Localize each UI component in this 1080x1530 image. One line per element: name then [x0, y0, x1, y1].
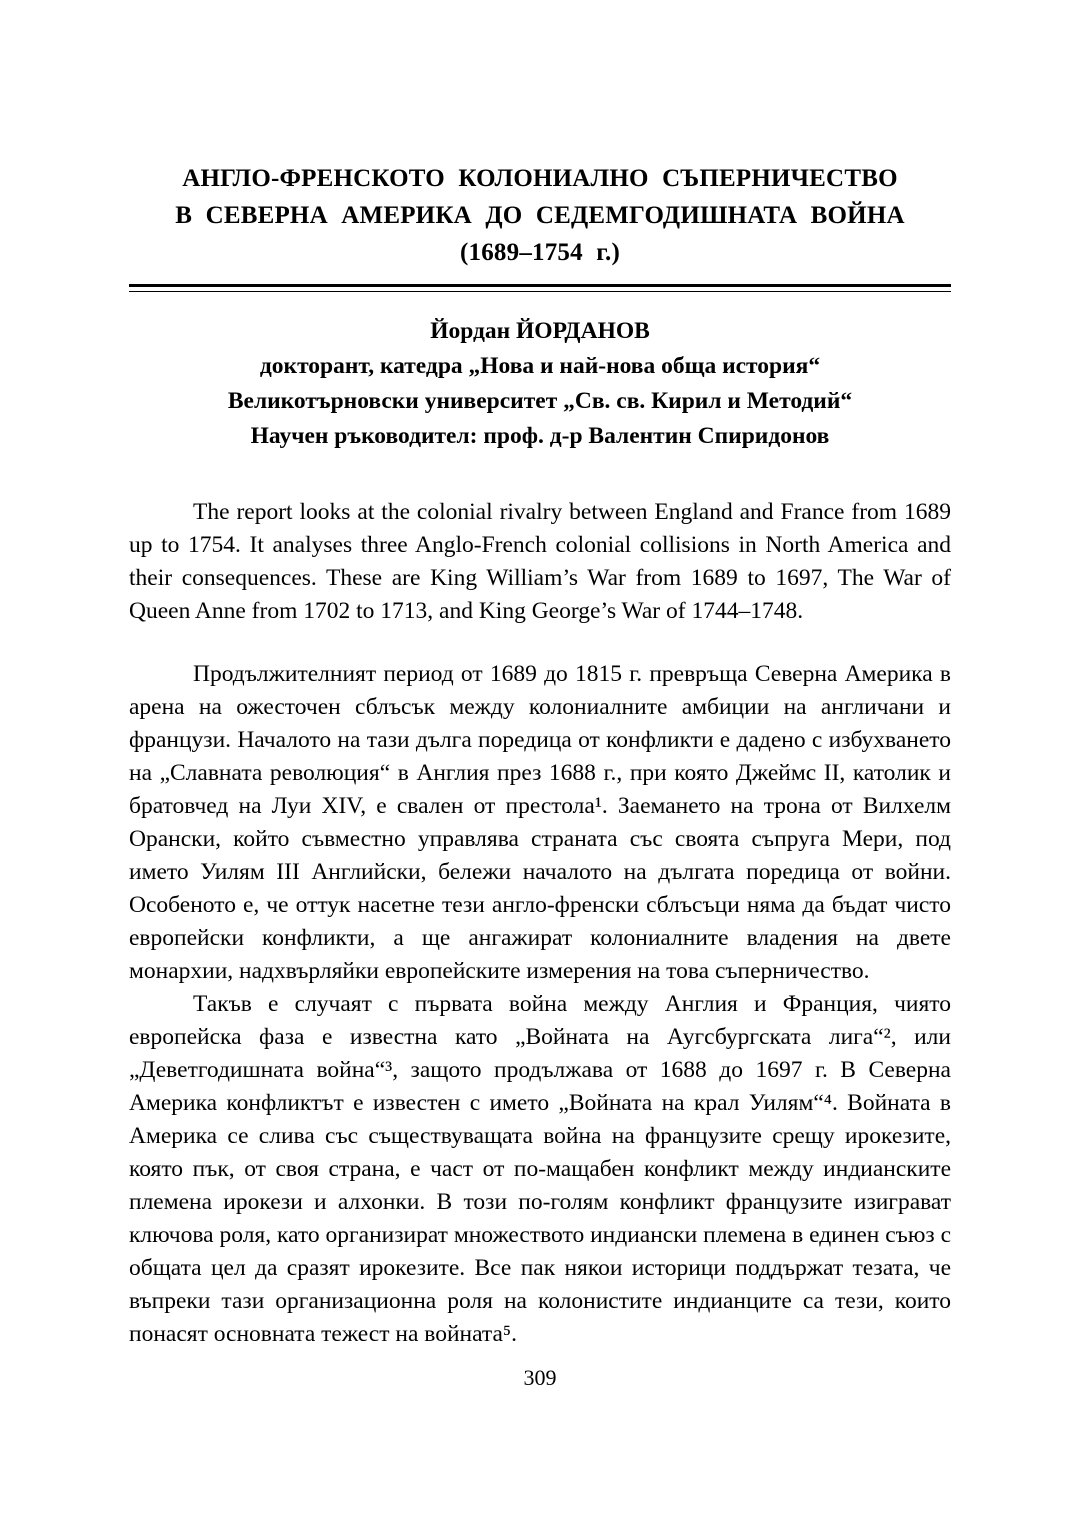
body-text — [129, 658, 951, 1351]
author-advisor: Научен ръководител: проф. д-р Валентин Спиридонов — [250, 423, 830, 449]
author-name: Йордан ЙОРДАНОВ — [430, 318, 650, 344]
title-line-3: (1689–1754 г.) — [460, 239, 620, 266]
title-line-2: В СЕВЕРНА АМЕРИКА ДО СЕДЕМГОДИШНАТА ВОЙНА — [175, 202, 905, 229]
author-block — [129, 314, 951, 454]
english-abstract: The report looks at the colonial rivalry between England and France from 1689 up to 1754. It analyses three Anglo-French colonial collisions in North America and their consequences. These are King William’s War from 1689 to 1697, The War of Queen Anne from 1702 to 1713, and King George’s War of 1744–1748. — [129, 499, 951, 624]
paragraph-1: Продължителният период от 1689 до 1815 г. превръща Северна Америка в арена на ожесточен сблъсък между колониалните амбиции на англичани и французи. Началото на тази дълга поредица от конфликти е дадено с избухването на „Славната революция“ в Англия през 1688 г., при която Джеймс II, католик и братовчед на Луи XIV, е свален от престола¹. Заемането на трона от Вилхелм Орански, който съвместно управлява страната със своята съпруга Мери, под името Уилям III Английски, бележи началото на дългата поредица от войни. Особеното е, че оттук насетне тези англо-френски сблъсъци няма да бъдат чисто европейски конфликти, а ще ангажират колониалните владения на двете монархии, надхвърляйки европейските измерения на това съперничество. — [129, 661, 951, 984]
title-line-1: АНГЛО-ФРЕНСКОТО КОЛОНИАЛНО СЪПЕРНИЧЕСТВО — [182, 165, 898, 192]
page-number: 309 — [523, 1365, 557, 1390]
paper-title — [129, 160, 951, 271]
paragraph-2: Такъв е случаят с първата война между Англия и Франция, чиято европейска фаза е известна като „Войната на Аугсбургската лига“², или „Деветгодишната война“³, защото продължава от 1688 до 1697 г. В Северна Америка конфликтът е известен с името „Войната на крал Уилям“⁴. Войната в Америка се слива със съществуващата война на французите срещу ирокезите, която пък, от своя страна, е част от по-мащабен конфликт между индианските племена ирокези и алхонки. В този по-голям конфликт французите изиграват ключова роля, като организират множеството индиански племена в единен съюз с общата цел да сразят ирокезите. Все пак някои историци поддържат тезата, че въпреки тази организационна роля на колонистите индианците са тези, които понасят основната тежест на войната⁵. — [129, 991, 951, 1347]
page-content — [129, 0, 951, 1391]
title-divider-rule — [129, 284, 951, 292]
author-role: докторант, катедра „Нова и най-нова обща история“ — [259, 353, 821, 379]
author-university: Великотърновски университет „Св. св. Кирил и Методий“ — [227, 388, 853, 414]
